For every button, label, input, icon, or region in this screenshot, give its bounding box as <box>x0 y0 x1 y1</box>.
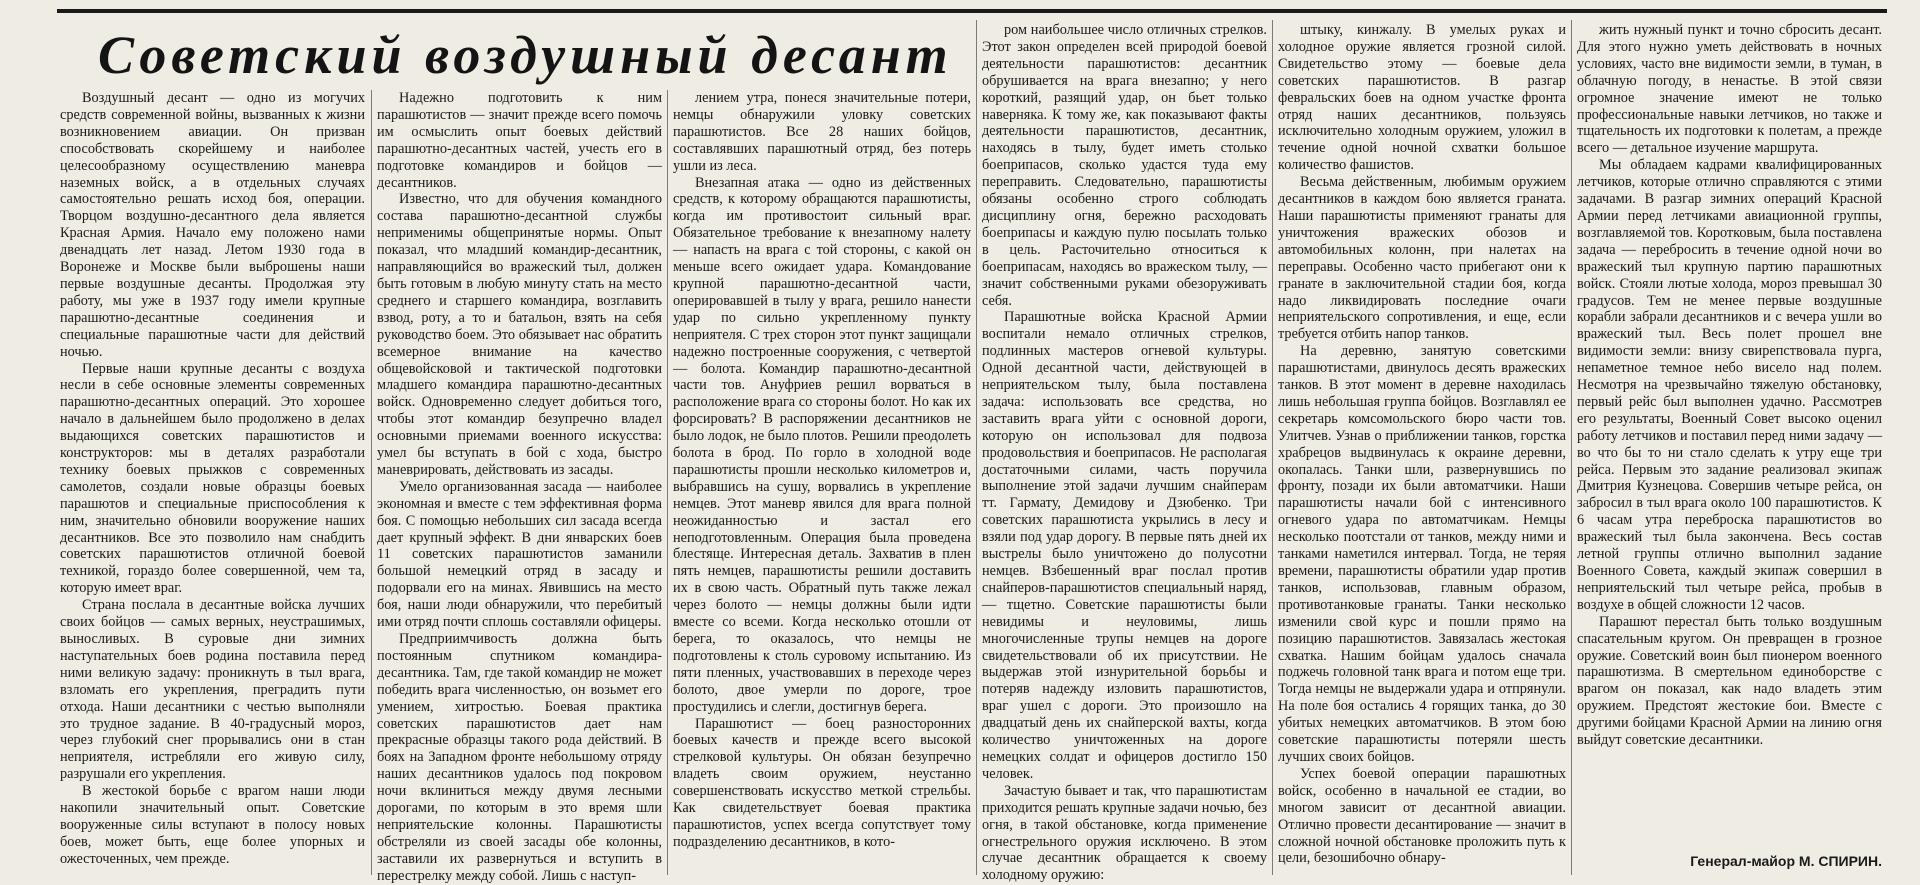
column-divider <box>976 20 977 875</box>
paragraph: Страна послала в десантные войска лучших своих бойцов — самых верных, неустрашимых, выносливых. В суровые дни зимних наступательных боев родина поставила перед ними великую задачу: проникнуть в тыл врага, взломать его укрепления, преградить пути отхода. Наши десантники с честью выполняли это трудное задание. В 40-градусный мороз, через глубокий снег прорывались они в стан неприятеля, истребляли его живую силу, разрушали его укрепления. <box>60 597 365 783</box>
paragraph: ром наибольшее число отличных стрелков. Этот закон определен всей природой боевой деятельности парашютистов: десантник обрушивается на врага внезапно; у него короткий, разящий удар, он бьет только наверняка. К тому же, как показывают факты деятельности парашютистов, десантник, находясь в тылу, будет иметь столько боеприпасов, сколько удастся туда ему переправить. Следовательно, парашютисты обязаны особенно строго соблюдать дисциплину огня, бережно расходовать боеприпасы и каждую пулю посылать только в цель. Расточительно относиться к боеприпасам, находясь во вражеском тылу, — значит собственными руками обезоруживать себя. <box>982 22 1267 309</box>
top-rule <box>57 9 1887 13</box>
column-divider <box>1571 20 1572 875</box>
paragraph: Мы обладаем кадрами квалифицированных летчиков, которые отлично справляются с этими задачами. В разгар зимних операций Красной Армии перед летчиками авиационной группы, возглавляемой тов. Коротковым, была поставлена задача — перебросить в течение одной ночи во вражеский тыл крупную партию парашютных войск. Стояли лютые холода, мороз превышал 30 градусов. Тем не менее первые воздушные корабли забрали десантников и с вечера ушли во вражеский тыл. Весь полет прошел вне видимости земли: внизу свирепствовала пурга, непаметное темное небо висело над полем. Несмотря на чрезвычайно тяжелую обстановку, первый рейс был выполнен удачно. Рассмотрев его результаты, Военный Совет высоко оценил работу летчиков и поставил перед ними задачу — во что бы то ни стало сделать к утру еще три рейса. Первым это задание реализовал экипаж Дмитрия Кузнецова. Совершив четыре рейса, он забросил в тыл врага около 100 парашютистов. К 6 часам утра переброска парашютистов во вражеский тыл была закончена. Весь состав летной группы отлично выполнил задание Военного Совета, каждый экипаж совершил в неприятельский тыл четыре рейса, пробыв в воздухе в общей сложности 12 часов. <box>1577 157 1882 613</box>
article-column-3 <box>673 90 971 875</box>
paragraph: Зачастую бывает и так, что парашютистам приходится решать крупные задачи ночью, без огня, в такой обстановке, когда применение огнестрельного оружия исключено. В этом случае десантник обращается к своему холодному оружию: <box>982 782 1268 884</box>
paragraph: Парашют перестал быть только воздушным спасательным кругом. Он превращен в грозное оружие. Советский воин был пионером военного парашютизма. В смертельном единоборстве с врагом он показал, как надо владеть этим оружием. Предстоят жестокие бои. Вместе с другими бойцами Красной Армии на линию огня выйдут советские десантники. <box>1577 613 1882 749</box>
article-column-2 <box>377 90 662 884</box>
paragraph: жить нужный пункт и точно сбросить десант. Для этого нужно уметь действовать в ночных условиях, часто вне видимости земли, в туман, в облачную погоду, в ненастье. В этой связи огромное значение имеют не только профессиональные навыки летчиков, но также и тщательность их подготовки к полетам, а прежде всего — детальное изучение маршрута. <box>1577 22 1882 157</box>
paragraph: В жестокой борьбе с врагом наши люди накопили значительный опыт. Советские вооруженные силы вступают в полосу новых боев, может быть, еще более упорных и ожесточенных, чем прежде. <box>60 783 365 867</box>
column-divider <box>667 90 668 875</box>
article-column-5 <box>1278 22 1566 875</box>
paragraph: Воздушный десант — одно из могучих средств современной войны, вызванных к жизни возникновением авиации. Он призван способствовать скорейшему и наиболее целесообразному осуществлению маневра наземных войск, а в отдельных случаях самостоятельно решать исход боя, операции. Творцом воздушно-десантного дела является Красная Армия. Начало ему положено нами двенадцать лет назад. Летом 1930 года в Воронеже и Москве были выброшены наши первые воздушные десанты. Продолжая эту работу, мы уже в 1937 году имели крупные парашютно-десантные соединения и специальные парашютные части для действий ночью. <box>60 90 365 360</box>
article-column-1 <box>60 90 365 875</box>
article-author-signature: Генерал-майор М. СПИРИН. <box>1690 853 1882 869</box>
paragraph: Парашютные войска Красной Армии воспитали немало отличных стрелков, подлинных мастеров огневой культуры. Одной десантной части, действующей в неприятельском тылу, была поставлена задача: использовать все средства, но заставить врага уйти с основной дороги, которую он использовал для подвоза продовольствия и боеприпасов. Не располагая достаточными силами, часть поручила выполнение этой задачи лучшим снайперам тт. Гармату, Демидову и Дзюбенко. Три советских парашютиста укрылись в лесу и взяли под удар дорогу. В первые пять дней их выстрелы было уничтожено до полусотни немцев. Взбешенный враг послал против снайперов-парашютистов специальный наряд, — тщетно. Советские парашютисты были невидимы и неуловимы, лишь многочисленные трупы немцев на дороге свидетельствовали об их присутствии. Не выдержав этой изнурительной борьбы и потеряв надежду изловить парашютистов, враг ушел с дороги. Это произошло на двадцатый день их снайперской вахты, когда количество уничтоженных на дороге немецких солдат и офицеров достигло 150 человек. <box>982 309 1267 782</box>
article-column-6 <box>1577 22 1882 847</box>
paragraph: Весьма действенным, любимым оружием десантников в каждом бою является граната. Наши парашютисты применяют гранаты для уничтожения вражеских обозов и автомобильных колонн, при налетах на переправы. Особенно часто прибегают они к гранате в заключительной стадии боя, когда надо ликвидировать последние очаги неприятельского сопротивления, и еще, если требуется отбить напор танков. <box>1278 174 1566 343</box>
paragraph: Надежно подготовить к ним парашютистов — значит прежде всего помочь им осмыслить опыт боевых действий парашютно-десантных частей, учесть его в подготовке командиров и бойцов — десантников. <box>377 90 662 191</box>
paragraph: штыку, кинжалу. В умелых руках и холодное оружие является грозной силой. Свидетельство этому — боевые дела советских парашютистов. В разгар февральских боев на одном участке фронта отряд наших десантников, пользуясь исключительно холодным оружием, уложил в течение одной ночной схватки большое количество фашистов. <box>1278 22 1566 174</box>
paragraph: Первые наши крупные десанты с воздуха несли в себе основные элементы современных парашютно-десантных операций. Это хорошее начало в дальнейшем было продолжено в делах выдающихся советских парашютистов и конструкторов: мы в деталях разработали технику боевых прыжков с современных самолетов, создали новые образцы боевых парашютов и специальные приспособления к ним, значительно обновили вооружение наших десантников. Все это позволило нам снабдить советских парашютистов отличной боевой техникой, гораздо более совершенной, чем та, которую имеет враг. <box>60 360 365 597</box>
paragraph: лением утра, понеся значительные потери, немцы обнаружили уловку советских парашютистов. Все 28 наших бойцов, составлявших парашютный отряд, без потерь ушли из леса. <box>673 90 971 174</box>
paragraph: Умело организованная засада — наиболее экономная и вместе с тем эффективная форма боя. С помощью небольших сил засада всегда дает крупный эффект. В дни январских боев 11 советских парашютистов заманили большой немецкий отряд в засаду и подорвали его на минах. Явившись на место боя, наши люди обнаружили, что перебитый ими отряд почти сплошь составляли офицеры. <box>377 478 662 631</box>
article-column-4 <box>982 22 1268 884</box>
column-divider <box>371 90 372 875</box>
paragraph: Парашютист — боец разносторонних боевых качеств и прежде всего высокой стрелковой культуры. Он обязан безупречно владеть своим оружием, неустанно совершенствовать искусство меткой стрельбы. Как свидетельствует боевая практика парашютистов, успех всегда сопутствует тому подразделению десантников, в кото- <box>673 715 971 850</box>
paragraph: Внезапная атака — одно из действенных средств, к которому обращаются парашютисты, когда им противостоит сильный враг. Обязательное требование к внезапному налету — напасть на врага с той стороны, с какой он меньше всего ожидает удара. Командование крупной парашютно-десантной части, оперировавшей в тылу у врага, решило нанести удар по сильно укрепленному пункту неприятеля. С трех сторон этот пункт защищали надежно построенные сооружения, с четвертой — болота. Командир парашютно-десантной части тов. Ануфриев решил ворваться в расположение врага со стороны болот. Но как их форсировать? В распоряжении десантников не было лодок, не было плотов. Решили преодолеть болота в брод. По горло в холодной воде парашютисты прошли несколько километров и, выбравшись на сушу, ворвались в укрепление немцев. Этот маневр явился для врага полной неожиданностью и застал его неподготовленным. Операция была проведена блестяще. Интересная деталь. Захватив в плен пять немцев, парашютисты решили доставить их в свою часть. Обратный путь также лежал через болото — немцы должны были идти вместе со всеми. Когда несколько отошли от берега, то оказалось, что немцы не подготовлены к столь суровому испытанию. Из пяти пленных, участвовавших в переходе через болото, двое умерли по дороге, трое простудились и слегли, достигнув берега. <box>673 174 971 715</box>
paragraph: Успех боевой операции парашютных войск, особенно в начальной ее стадии, во многом зависит от десантной авиации. Отлично провести десантирование — значит в сложной ночной обстановке проложить путь к цели, безошибочно обнару- <box>1278 765 1566 867</box>
paragraph: Предприимчивость должна быть постоянным спутником командира-десантника. Там, где такой командир не может победить врага численностью, он возьмет его умением, хитростью. Боевая практика советских парашютистов дает нам прекрасные образцы такого рода действий. В боях на Западном фронте небольшому отряду наших десантников удалось под покровом ночи вклиниться между двумя лесными дорогами, по которым в это время шли неприятельские колонны. Парашютисты обстреляли из своей засады обе колонны, заставили их развернуться и вступить в перестрелку между собой. Лишь с наступ- <box>377 631 662 884</box>
article-title: Советский воздушный десант <box>98 25 953 85</box>
column-divider <box>1272 20 1273 875</box>
paragraph: На деревню, занятую советскими парашютистами, двинулось десять вражеских танков. В этот момент в деревне находилась лишь небольшая группа бойцов. Возглавлял ее секретарь комсомольского бюро части тов. Улитчев. Узнав о приближении танков, горстка храбрецов выдвинулась к окраине деревни, окопалась. Танки шли, развернувшись по фронту, позади их были автоматчики. Наши парашютисты начали бой с интенсивного огневого удара по автоматчикам. Немцы несколько поотстали от танков, между ними и танками наметился интервал. Тогда, не теряя времени, парашютисты обратили удар против танков, использовав, главным образом, противотанковые гранаты. Танки несколько изменили свой курс и пошли прямо на позицию парашютистов. Завязалась жестокая схватка. Нашим бойцам удалось сначала поджечь головной танк врага и потом еще три. Тогда немцы не выдержали удара и отпрянули. На поле боя остались 4 горящих танка, до 30 убитых немецких автоматчиков. В этом бою советские парашютисты потеряли шесть лучших своих бойцов. <box>1278 343 1566 765</box>
paragraph: Известно, что для обучения командного состава парашютно-десантной службы неприменимы общепринятые нормы. Опыт показал, что младший командир-десантник, направляющийся во вражеский тыл, должен быть готовым в любую минуту стать на место среднего и старшего командира, возглавить взвод, роту, а то и батальон, взять на себя руководство боем. Это обязывает нас обратить всемерное внимание на качество общевойсковой и тактической подготовки младшего командира парашютно-десантных войск. Одновременно следует добиться того, чтобы этот командир безупречно владел основными приемами военного искусства: умел бы вступать в бой с хода, быстро маневрировать, действовать из засады. <box>377 191 662 478</box>
